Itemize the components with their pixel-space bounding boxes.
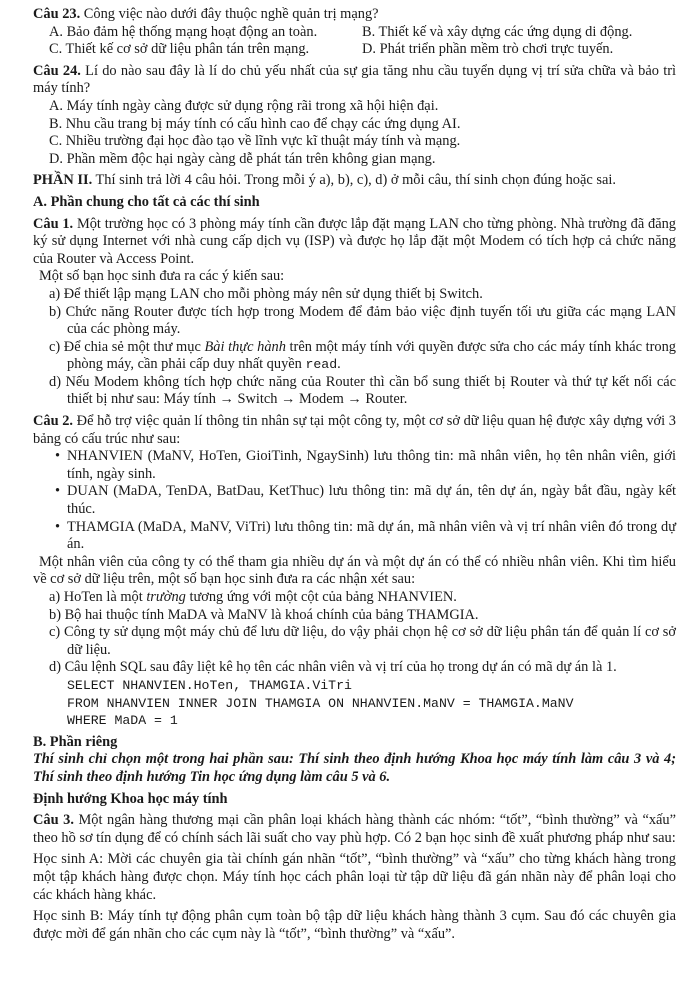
question-text: Để hỗ trợ việc quản lí thông tin nhân sự tại một công ty, một cơ sở dữ liệu quan hệ được xây dựng với 3 bảng có cấu trúc như sau: <box>33 413 676 447</box>
statement-a: a) Để thiết lập mạng LAN cho mỗi phòng máy nên sử dụng thiết bị Switch. <box>49 285 483 302</box>
orientation-heading: Định hướng Khoa học máy tính <box>33 790 228 807</box>
statement-d: d) Nếu Modem không tích hợp chức năng của Router thì cần bổ sung thiết bị Router và thứ tự kết nối các thiết bị như sau: Máy tính → Switch → Modem → Router. <box>49 373 676 408</box>
option-c: C. Thiết kế cơ sở dữ liệu phân tán trên mạng. <box>49 41 310 58</box>
statement-text: a) HoTen là một <box>49 589 147 605</box>
question-label: Câu 23. <box>33 6 81 22</box>
table-duan: • DUAN (MaDA, TenDA, BatDau, KetThuc) lưu thông tin: mã dự án, tên dự án, ngày bắt đầu, ngày kết thúc. <box>33 483 676 518</box>
question-label: Câu 1. <box>33 215 74 232</box>
statement-c <box>33 339 676 374</box>
statement-c: c) Công ty sử dụng một máy chủ để lưu dữ liệu, do vậy phải chọn hệ cơ sở dữ liệu phân tán để quản lí cơ sở dữ liệu. <box>49 624 676 658</box>
question-3 <box>33 812 676 847</box>
student-b-proposal: Học sinh B: Máy tính tự động phân cụm toàn bộ tập dữ liệu khách hàng thành 3 cụm. Sau đó các chuyên gia được mời để gán nhãn cho các cụm này là “tốt”, “bình thường” và “xấu”. <box>33 908 676 942</box>
sql-line-3: WHERE MaDA = 1 <box>67 713 178 729</box>
question-label: Câu 3. <box>33 812 74 829</box>
question-label: Câu 24. <box>33 62 81 79</box>
question-text: Một trường học có 3 phòng máy tính cần được lắp đặt mạng LAN cho từng phòng. Nhà trường đã đăng ký sử dụng Internet với nhà cung cấp dịch vụ (ISP) và được họ lắp đặt một Modem có tích hợp cả chức năng của Router và Access Point. <box>33 215 676 267</box>
question-text: Một ngân hàng thương mại cần phân loại khách hàng thành các nhóm: “tốt”, “bình thường” và “xấu” theo hồ sơ tín dụng để có chính sách lãi suất cho vay phù hợp. Có 2 bạn học sinh đề xuất phương pháp như sau: <box>33 812 676 846</box>
part-instruction: Thí sinh trả lời 4 câu hỏi. Trong mỗi ý a), b), c), d) ở mỗi câu, thí sinh chọn đúng hoặc sai. <box>92 172 616 189</box>
option-a: A. Bảo đảm hệ thống mạng hoạt động an toàn. <box>49 23 318 40</box>
statement-b: b) Chức năng Router được tích hợp trong Modem để đảm bảo việc định tuyến tối ưu giữa các mạng LAN của các phòng máy. <box>49 303 676 338</box>
option-b: B. Nhu cầu trang bị máy tính có cấu hình cao để chạy các ứng dụng AI. <box>49 115 461 132</box>
option-row <box>33 41 676 59</box>
question-2 <box>33 413 676 448</box>
option-row <box>33 24 676 42</box>
option-a: A. Máy tính ngày càng được sử dụng rộng rãi trong xã hội hiện đại. <box>49 97 439 114</box>
part-2-heading <box>33 172 676 190</box>
term-field: trường <box>146 589 186 605</box>
statements-intro: Một số bạn học sinh đưa ra các ý kiến sau: <box>39 268 285 285</box>
statement-text: tương ứng với một cột của bảng NHANVIEN. <box>185 589 457 605</box>
option-b: B. Thiết kế và xây dựng các ứng dụng di động. <box>362 23 633 40</box>
question-label: Câu 2. <box>33 413 74 430</box>
permission-code: read <box>305 357 338 373</box>
statement-text: . <box>337 356 341 373</box>
statement-text: c) Để chia sẻ một thư mục <box>49 338 205 355</box>
part-label: PHẦN II. <box>33 172 93 189</box>
statement-a <box>33 589 676 607</box>
question-23 <box>33 6 676 24</box>
question-24 <box>33 63 676 98</box>
table-nhanvien: • NHANVIEN (MaNV, HoTen, GioiTinh, NgaySinh) lưu thông tin: mã nhân viên, họ tên nhân viên, giới tính, ngày sinh. <box>33 448 676 483</box>
question-text: Công việc nào dưới đây thuộc nghề quản trị mạng? <box>80 6 379 22</box>
student-a-proposal: Học sinh A: Mời các chuyên gia tài chính gán nhãn “tốt”, “bình thường” và “xấu” cho từng khách hàng trong một tập khách hàng được chọn. Máy tính học cách phân loại từ tập dữ liệu đã gán nhãn này để phân loại cho các khách hàng khác. <box>33 851 676 903</box>
statement-d: d) Câu lệnh SQL sau đây liệt kê họ tên các nhân viên và vị trí của họ trong dự án có mã dự án là 1. <box>49 659 617 676</box>
statement-b: b) Bộ hai thuộc tính MaDA và MaNV là khoá chính của bảng THAMGIA. <box>49 606 479 623</box>
option-c: C. Nhiều trường đại học đào tạo về lĩnh vực kĩ thuật máy tính và mạng. <box>49 133 461 150</box>
question-1 <box>33 216 676 269</box>
sql-line-1: SELECT NHANVIEN.HoTen, THAMGIA.ViTri <box>67 677 352 693</box>
option-d: D. Phát triển phần mềm trò chơi trực tuyến. <box>362 41 614 58</box>
sql-line-2: FROM NHANVIEN INNER JOIN THAMGIA ON NHANVIEN.MaNV = THAMGIA.MaNV <box>67 695 574 711</box>
elective-instruction: Thí sinh chỉ chọn một trong hai phần sau: Thí sinh theo định hướng Khoa học máy tính làm câu 3 và 4; Thí sinh theo định hướng Tin học ứng dụng làm câu 5 và 6. <box>33 751 676 785</box>
statements-intro: Một nhân viên của công ty có thể tham gia nhiều dự án và một dự án có thể có nhiều nhân viên. Khi tìm hiểu về cơ sở dữ liệu trên, một số bạn học sinh đưa ra các nhận xét sau: <box>33 553 676 588</box>
option-d: D. Phần mềm độc hại ngày càng dễ phát tán trên không gian mạng. <box>49 150 436 167</box>
folder-name: Bài thực hành <box>204 338 286 355</box>
statement-text: trên một máy tính với quyền được sửa cho các máy tính khác trong phòng máy, cần phải cấp duy nhất quyền <box>67 338 677 373</box>
table-thamgia: • THAMGIA (MaDA, MaNV, ViTri) lưu thông tin: mã dự án, mã nhân viên và vị trí nhân viên đó trong dự án. <box>33 519 676 554</box>
section-a-heading: A. Phần chung cho tất cả các thí sinh <box>33 193 260 210</box>
section-b-heading: B. Phần riêng <box>33 733 118 750</box>
question-text: Lí do nào sau đây là lí do chủ yếu nhất của sự gia tăng nhu cầu tuyển dụng vị trí sửa chữa và bảo trì máy tính? <box>33 62 676 97</box>
